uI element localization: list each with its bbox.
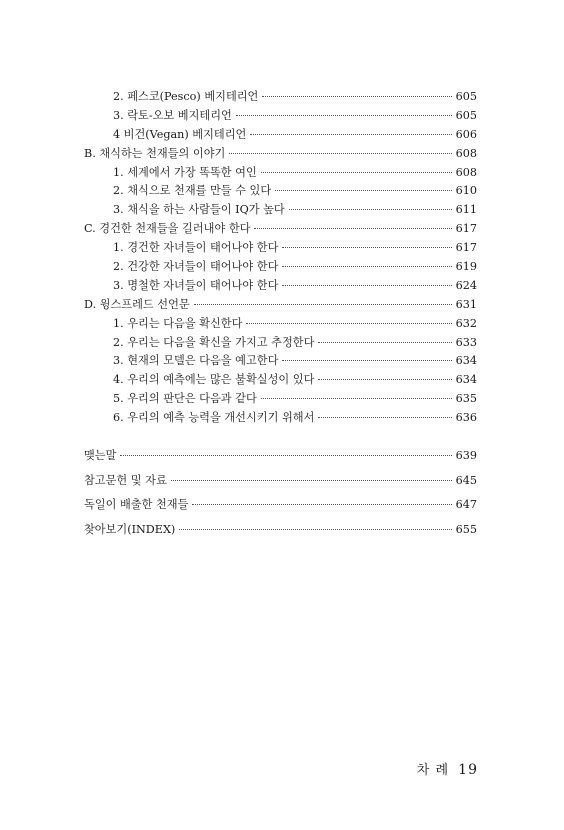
toc-entry-page: 619 <box>455 260 477 274</box>
toc-entry[interactable] <box>113 352 477 371</box>
toc-leader-dots <box>261 398 452 399</box>
toc-back-matter-entry[interactable] <box>84 518 477 543</box>
toc-entry[interactable] <box>113 409 477 428</box>
page-footer <box>417 759 478 778</box>
toc-entry-page: 647 <box>455 498 477 512</box>
toc-entry-page: 633 <box>455 335 477 349</box>
toc-entry-page: 635 <box>455 392 477 406</box>
toc-leader-dots <box>318 379 451 380</box>
toc-entry-title: 5. 우리의 판단은 다음과 같다 <box>113 392 257 406</box>
toc-entry-title: 3. 채식을 하는 사람들이 IQ가 높다 <box>113 203 285 217</box>
toc-entry[interactable] <box>113 390 477 409</box>
toc-entry-title: 1. 우리는 다음을 확신한다 <box>113 316 243 330</box>
toc-entry-title: 독일이 배출한 천재들 <box>84 498 189 512</box>
toc-leader-dots <box>275 190 451 191</box>
toc-entry-page: 639 <box>455 449 477 463</box>
toc-entry-page: 655 <box>455 522 477 536</box>
toc-leader-dots <box>282 360 451 361</box>
section-spacer <box>0 428 564 444</box>
toc-entry-title: 찾아보기(INDEX) <box>84 522 176 536</box>
toc-leader-dots <box>262 96 451 97</box>
toc-leader-dots <box>318 342 451 343</box>
toc-entry-page: 617 <box>455 222 477 236</box>
toc-entry[interactable] <box>113 182 477 201</box>
toc-leader-dots <box>194 304 452 305</box>
toc-entry-title: 4 비건(Vegan) 베지테리언 <box>113 127 247 141</box>
toc-entry-title: 3. 명철한 자녀들이 태어나야 한다 <box>113 278 279 292</box>
toc-entry[interactable] <box>113 334 477 353</box>
toc-entry[interactable] <box>113 371 477 390</box>
toc-entry-page: 632 <box>455 316 477 330</box>
toc-entry-page: 608 <box>455 146 477 160</box>
toc-entry-title: 참고문헌 및 자료 <box>84 473 167 487</box>
toc-entry-page: 631 <box>455 297 477 311</box>
toc-entry-title: 2. 채식으로 천재를 만들 수 있다 <box>113 184 272 198</box>
toc-entry[interactable] <box>113 258 477 277</box>
footer-page-number: 19 <box>458 762 478 778</box>
toc-leader-dots <box>254 228 451 229</box>
toc-entry-title: C. 경건한 천재들을 길러내야 한다 <box>84 222 251 236</box>
toc-entry[interactable] <box>113 164 477 183</box>
toc-leader-dots <box>246 323 451 324</box>
toc-leader-dots <box>282 285 451 286</box>
footer-section-label: 차 례 <box>416 763 450 778</box>
toc-entry-title: 맺는말 <box>84 449 117 463</box>
toc-entry-title: 1. 세계에서 가장 똑똑한 여인 <box>113 165 257 179</box>
toc-entry-page: 605 <box>455 90 477 103</box>
toc-leader-dots <box>229 153 451 154</box>
toc-leader-dots <box>120 455 451 456</box>
toc-entry-page: 634 <box>455 373 477 387</box>
toc-back-matter-entry[interactable] <box>84 444 477 469</box>
toc-entry-title: 3. 현재의 모델은 다음을 예고한다 <box>113 354 279 368</box>
toc-section-entry[interactable] <box>84 145 477 164</box>
toc-entry-title: 4. 우리의 예측에는 많은 불확실성이 있다 <box>113 373 315 387</box>
toc-entry-title: 6. 우리의 예측 능력을 개선시키기 위해서 <box>113 411 315 425</box>
toc-entry[interactable] <box>113 107 477 126</box>
toc-entry[interactable] <box>113 201 477 220</box>
toc-entry-page: 634 <box>455 354 477 368</box>
toc-entry-page: 624 <box>455 278 477 292</box>
toc-entry-page: 617 <box>455 241 477 255</box>
toc-entry-title: 2. 우리는 다음을 확신을 가지고 추정한다 <box>113 335 315 349</box>
toc-leader-dots <box>282 247 451 248</box>
toc-leader-dots <box>282 266 451 267</box>
toc-entry[interactable] <box>113 315 477 334</box>
toc-leader-dots <box>192 504 451 505</box>
toc-entry-title: 2. 건강한 자녀들이 태어나야 한다 <box>113 260 279 274</box>
toc-leader-dots <box>171 480 452 481</box>
toc-entry-page: 610 <box>455 184 477 198</box>
toc-back-matter-entry[interactable] <box>84 493 477 518</box>
table-of-contents <box>0 88 564 542</box>
toc-leader-dots <box>250 134 451 135</box>
toc-entry[interactable] <box>113 126 477 145</box>
toc-entry[interactable] <box>113 239 477 258</box>
toc-entry-title: 1. 경건한 자녀들이 태어나야 한다 <box>113 241 279 255</box>
toc-section-entry[interactable] <box>84 296 477 315</box>
toc-entry-title: B. 채식하는 천재들의 이야기 <box>84 146 226 160</box>
toc-section-entry[interactable] <box>84 220 477 239</box>
toc-back-matter-entry[interactable] <box>84 469 477 494</box>
toc-leader-dots <box>289 209 452 210</box>
toc-entry[interactable] <box>113 277 477 296</box>
toc-entry-title: 3. 락토-오보 베지테리언 <box>113 108 232 122</box>
toc-entry-page: 645 <box>455 473 477 487</box>
toc-leader-dots <box>179 529 451 530</box>
toc-entry-title: D. 윙스프레드 선언문 <box>84 297 190 311</box>
toc-entry[interactable] <box>113 88 477 107</box>
toc-leader-dots <box>318 417 451 418</box>
toc-entry-title: 2. 페스코(Pesco) 베지테리언 <box>113 90 259 103</box>
toc-entry-page: 608 <box>455 165 477 179</box>
toc-entry-page: 611 <box>455 203 477 217</box>
toc-entry-page: 636 <box>455 411 477 425</box>
toc-leader-dots <box>236 115 452 116</box>
toc-entry-page: 605 <box>455 108 477 122</box>
toc-leader-dots <box>261 172 452 173</box>
toc-entry-page: 606 <box>455 127 477 141</box>
